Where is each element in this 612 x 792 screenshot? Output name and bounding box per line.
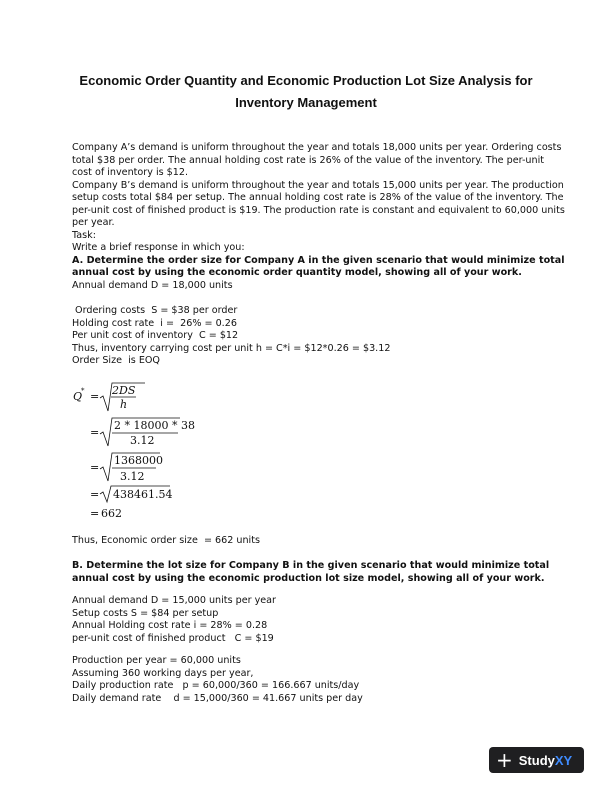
intro-line: cost of inventory is $12. — [72, 167, 189, 178]
equals-sign: = — [90, 507, 100, 520]
logo-text-main: Study — [518, 752, 555, 768]
denominator-2: 3.12 — [130, 434, 155, 447]
part-b-line: Annual Holding cost rate i = 28% = 0.28 — [72, 620, 268, 631]
part-a-line: Holding cost rate i = 26% = 0.26 — [72, 317, 237, 329]
denominator-3: 3.12 — [120, 470, 145, 483]
part-b-givens — [72, 595, 542, 645]
part-a-line: Per unit cost of inventory C = $12 — [72, 330, 239, 341]
intro-line: Company A’s demand is uniform throughout the year and totals 18,000 units per year. Ordering costs — [72, 142, 562, 153]
title-line-2: Inventory Management — [235, 95, 377, 110]
part-a-conclusion: Thus, Economic order size = 662 units — [72, 535, 260, 546]
root-value: 438461.54 — [113, 488, 173, 501]
document-title — [60, 70, 552, 114]
part-a-line: Order Size is EOQ — [72, 355, 160, 366]
studyxy-logo[interactable] — [489, 747, 584, 773]
part-a-heading: A. Determine the order size for Company A in the given scenario that would minimize total — [72, 254, 565, 266]
numerator-1: 2DS — [112, 384, 136, 397]
intro-line: Company B’s demand is uniform throughout the year and totals 15,000 units per year. The production — [72, 179, 564, 191]
part-b-line: Daily production rate p = 60,000/360 = 166.667 units/day — [72, 680, 360, 691]
numerator-2: 2 * 18000 * 38 — [114, 419, 195, 432]
intro-line: setup costs total $84 per setup. The annual holding cost rate is 28% of the value of the inventory. The — [72, 192, 564, 203]
logo-text — [519, 753, 572, 768]
equals-sign: = — [90, 426, 100, 439]
part-b-heading: B. Determine the lot size for Company B in the given scenario that would minimize total — [72, 560, 550, 571]
part-b-section — [72, 560, 550, 585]
eoq-result: 662 — [101, 507, 122, 520]
part-b-heading: annual cost by using the economic production lot size model, showing all of your work. — [72, 572, 545, 584]
intro-line: Task: — [72, 229, 96, 241]
part-a-line: Ordering costs S = $38 per order — [72, 305, 238, 316]
part-b-line: Daily demand rate d = 15,000/360 = 41.667 units per day — [72, 692, 363, 704]
intro-line: Write a brief response in which you: — [72, 242, 245, 253]
numerator-3: 1368000 — [114, 454, 163, 467]
intro-line: total $38 per order. The annual holding cost rate is 26% of the value of the inventory. The per-unit — [72, 154, 544, 166]
part-a-conclusion-block — [72, 535, 542, 548]
part-b-line: Assuming 360 working days per year, — [72, 667, 254, 679]
title-line-1: Economic Order Quantity and Economic Production Lot Size Analysis for — [79, 73, 533, 88]
intro-section — [72, 142, 565, 292]
eoq-formula — [70, 378, 270, 528]
intro-line: per year. — [72, 217, 115, 228]
part-b-line: Production per year = 60,000 units — [72, 655, 241, 666]
part-b-line: per-unit cost of finished product C = $19 — [72, 632, 274, 644]
part-b-line: Setup costs S = $84 per setup — [72, 607, 219, 619]
part-b-line: Annual demand D = 15,000 units per year — [72, 595, 277, 606]
denominator-1: h — [120, 398, 128, 411]
part-b-rates — [72, 655, 542, 705]
intro-line: per-unit cost of finished product is $19. The production rate is constant and equivalent to 60,000 units — [72, 204, 565, 216]
part-a-demand: Annual demand D = 18,000 units — [72, 279, 233, 291]
equals-sign: = — [90, 461, 100, 474]
q-symbol: Q — [73, 390, 83, 403]
equals-sign: = — [90, 390, 100, 403]
equals-sign: = — [90, 488, 100, 501]
part-a-givens — [72, 305, 542, 368]
part-a-heading: annual cost by using the economic order quantity model, showing all of your work. — [72, 267, 522, 278]
part-a-line: Thus, inventory carrying cost per unit h = C*i = $12*0.26 = $3.12 — [72, 342, 391, 354]
plus-icon: + — [496, 748, 513, 772]
q-star: * — [81, 387, 85, 395]
logo-text-accent: XY — [554, 752, 573, 768]
